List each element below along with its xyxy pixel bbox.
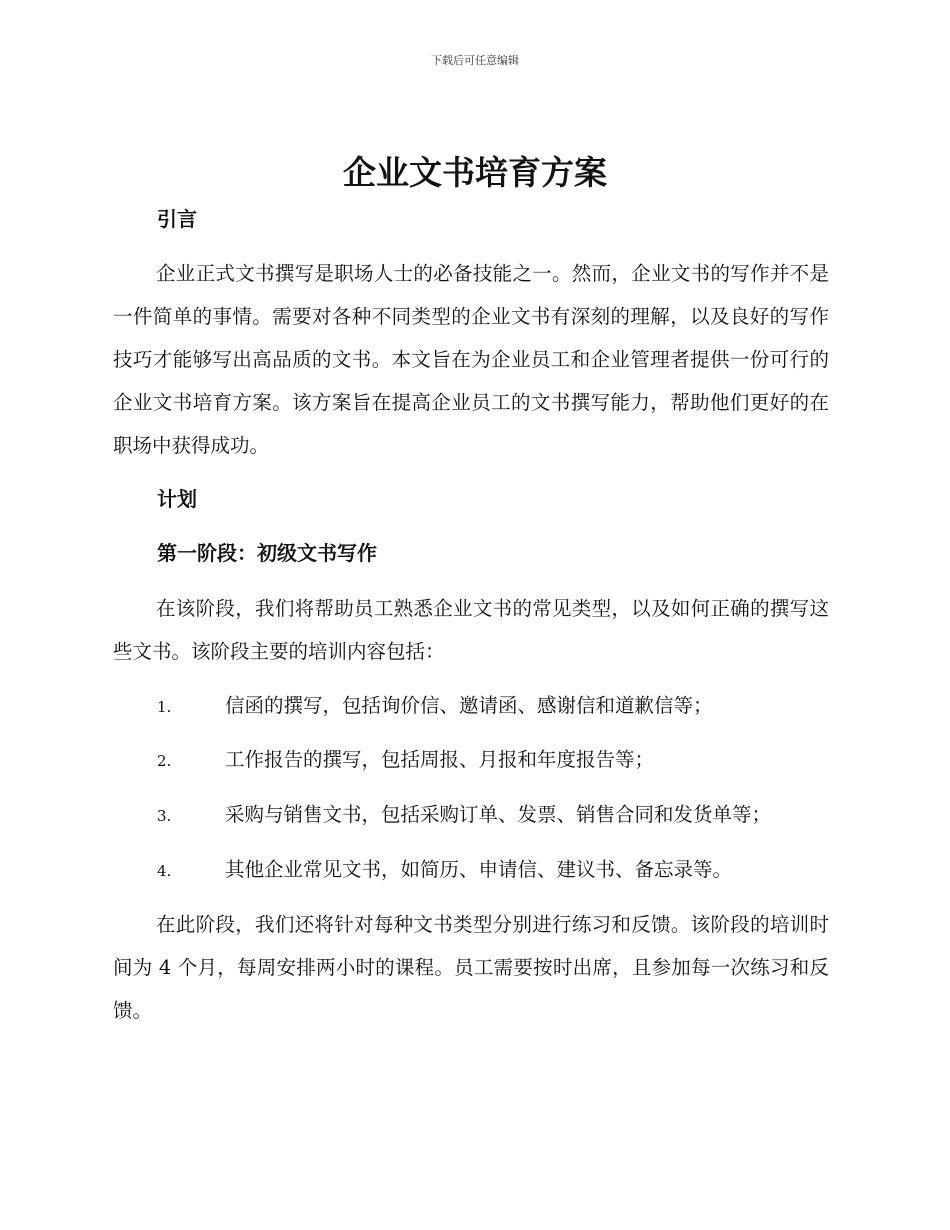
- list-item: [157, 856, 837, 885]
- list-item: [157, 692, 837, 721]
- list-item-text: 其他企业常见文书，如简历、申请信、建议书、备忘录等。: [225, 858, 733, 881]
- list-item-number: 3.: [157, 807, 172, 825]
- document-title: 企业文书培育方案: [343, 153, 607, 192]
- section-heading-plan: 计划: [157, 487, 197, 511]
- list-item: [157, 801, 837, 830]
- list-item-number: 1.: [157, 698, 172, 716]
- stage1-intro-paragraph: 在该阶段，我们将帮助员工熟悉企业文书的常见类型，以及如何正确的撰写这些文书。该阶段主要的培训内容包括：: [113, 597, 829, 663]
- list-item: [157, 746, 837, 775]
- section-heading-intro: 引言: [157, 207, 197, 231]
- subsection-heading-stage1: 第一阶段：初级文书写作: [157, 541, 377, 565]
- intro-paragraph: 企业正式文书撰写是职场人士的必备技能之一。然而，企业文书的写作并不是一件简单的事情。需要对各种不同类型的企业文书有深刻的理解，以及良好的写作技巧才能够写出高品质的文书。本文旨在为企业员工和企业管理者提供一份可行的企业文书培育方案。该方案旨在提高企业员工的文书撰写能力，帮助他们更好的在职场中获得成功。: [113, 262, 829, 457]
- list-item-text: 采购与销售文书，包括采购订单、发票、销售合同和发货单等；: [225, 803, 772, 826]
- list-item-number: 4.: [157, 862, 172, 880]
- page-header-note: 下载后可任意编辑: [431, 54, 519, 67]
- stage1-closing-paragraph: 在此阶段，我们还将针对每种文书类型分别进行练习和反馈。该阶段的培训时间为 4 个月，每周安排两小时的课程。员工需要按时出席，且参加每一次练习和反馈。: [113, 913, 829, 1022]
- list-item-number: 2.: [157, 752, 172, 770]
- list-item-text: 信函的撰写，包括询价信、邀请函、感谢信和道歉信等；: [225, 694, 713, 717]
- list-item-text: 工作报告的撰写，包括周报、月报和年度报告等；: [225, 748, 655, 771]
